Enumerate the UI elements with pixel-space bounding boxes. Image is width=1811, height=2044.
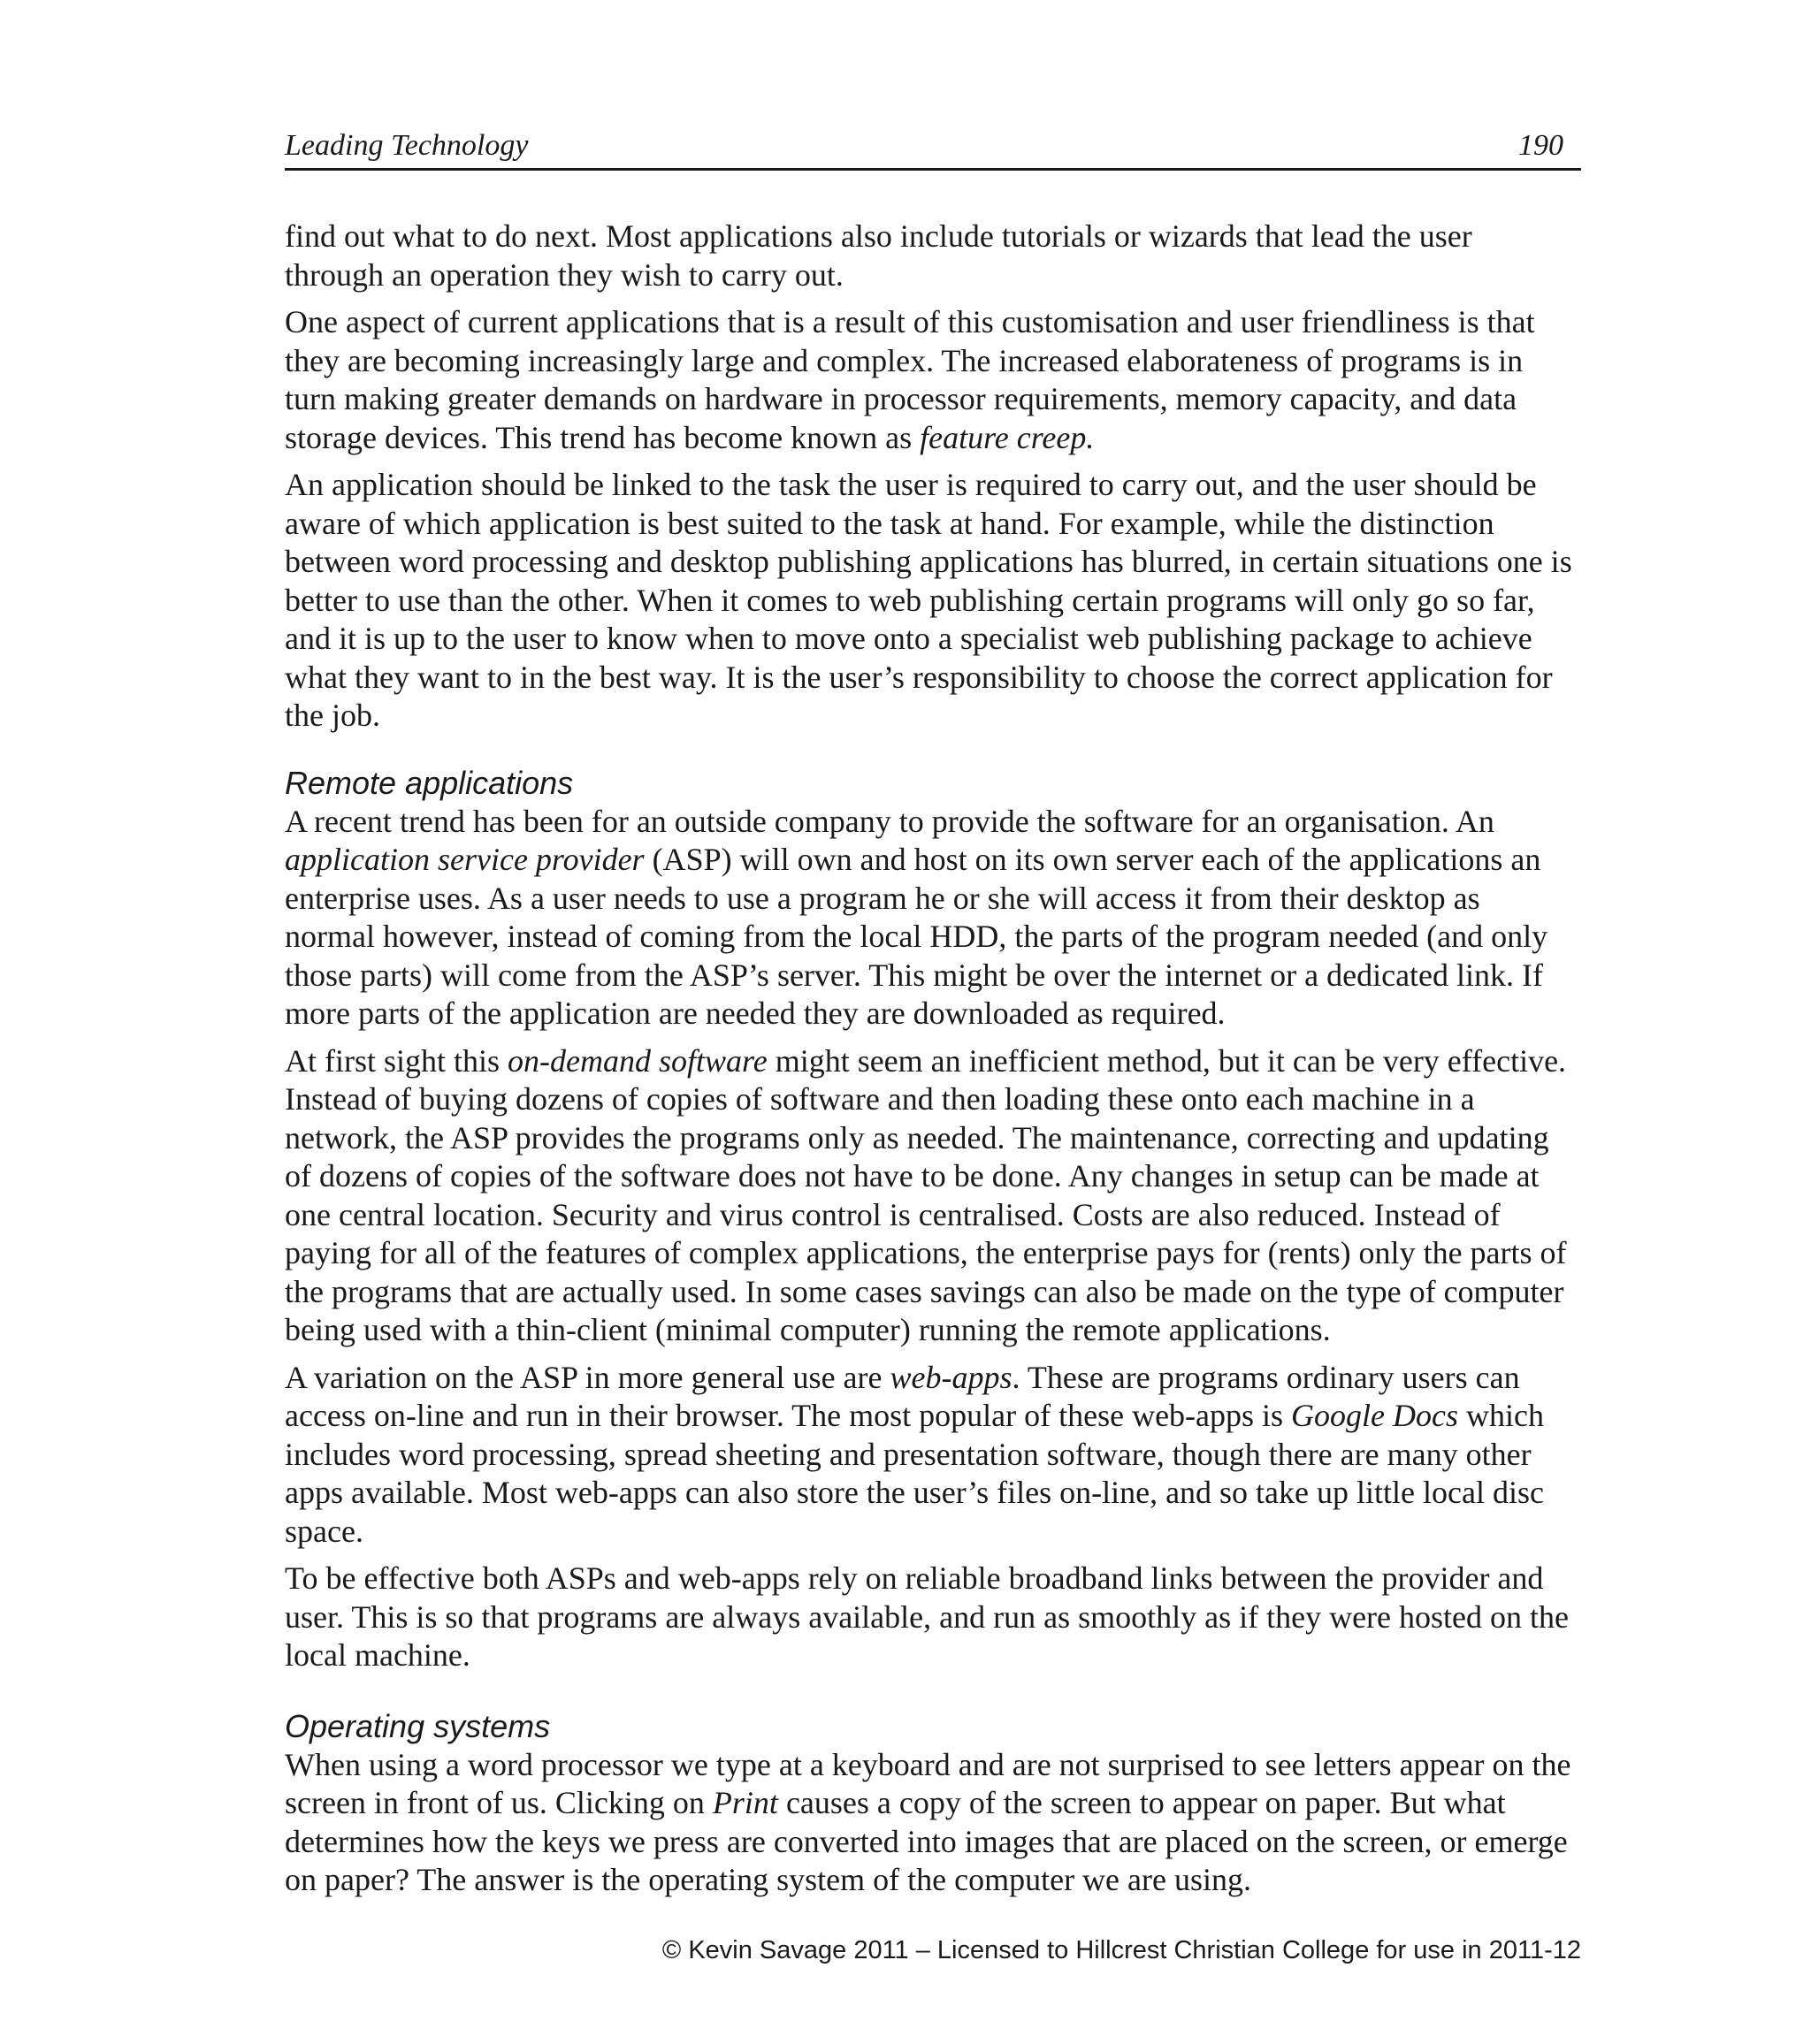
paragraph: At first sight this on-demand software might seem an inefficient method, but it can be very effective. Instead of buying dozens of copies of software and then loading these onto each machine in a network, the ASP provides the programs only as needed. The maintenance, correcting and updating of dozens of copies of the software does not have to be done. Any changes in setup can be made at one central location. Security and virus control is centralised. Costs are also reduced. Instead of paying for all of the features of complex applications, the enterprise pays for (rents) only the parts of the programs that are actually used. In some cases savings can also be made on the type of computer being used with a thin-client (minimal computer) running the remote applications. bbox=[285, 1042, 1567, 1347]
term-feature-creep: feature creep. bbox=[920, 419, 1095, 455]
term-on-demand-software: on-demand software bbox=[508, 1042, 768, 1079]
paragraph: find out what to do next. Most applications also include tutorials or wizards that lead the user through an operation they wish to carry out. bbox=[285, 218, 1472, 293]
paragraph: A recent trend has been for an outside company to provide the software for an organisation. An application service provider (ASP) will own and host on its own server each of the applications an enterprise uses. As a user needs to use a program he or she will access it from their desktop as normal however, instead of coming from the local HDD, the parts of the program needed (and only those parts) will come from the ASP’s server. This might be over the internet or a dedicated link. If more parts of the application are needed they are downloaded as required. bbox=[285, 803, 1548, 1031]
paragraph: One aspect of current applications that is a result of this customisation and user friendliness is that they are becoming increasingly large and complex. The increased elaborateness of programs is in turn making greater demands on hardware in processor requirements, memory capacity, and data storage devices. This trend has become known as feature creep. bbox=[285, 304, 1535, 455]
term-web-apps: web-apps bbox=[890, 1359, 1012, 1395]
section-heading-remote-applications: Remote applications bbox=[285, 764, 574, 801]
paragraph: To be effective both ASPs and web-apps rely on reliable broadband links between the provider and user. This is so that programs are always available, and run as smoothly as if they were hosted on the local machine. bbox=[285, 1560, 1569, 1673]
term-google-docs: Google Docs bbox=[1291, 1398, 1459, 1433]
term-print: Print bbox=[712, 1785, 778, 1820]
copyright-footer: © Kevin Savage 2011 – Licensed to Hillcrest Christian College for use in 2011-12 bbox=[661, 1936, 1581, 1964]
page-body bbox=[285, 217, 1576, 1909]
term-asp: application service provider bbox=[285, 842, 645, 877]
paragraph: When using a word processor we type at a keyboard and are not surprised to see letters appear on the screen in front of us. Clicking on Print causes a copy of the screen to appear on paper. But what determines how the keys we press are converted into images that are placed on the screen, or emerge on paper? The answer is the operating system of the computer we are using. bbox=[285, 1746, 1571, 1897]
paragraph: An application should be linked to the task the user is required to carry out, and the user should be aware of which application is best suited to the task at hand. For example, while the distinction between word processing and desktop publishing applications has blurred, in certain situations one is better to use than the other. When it comes to web publishing certain programs will only go so far, and it is up to the user to know when to move onto a specialist web publishing package to achieve what they want to in the best way. It is the user’s responsibility to choose the correct application for the job. bbox=[285, 467, 1572, 733]
page-number: 190 bbox=[1518, 129, 1563, 162]
paragraph: A variation on the ASP in more general use are web-apps. These are programs ordinary users can access on-line and run in their browser. The most popular of these web-apps is Google Docs which includes word processing, spread sheeting and presentation software, though there are many other apps available. Most web-apps can also store the user’s files on-line, and so take up little local disc space. bbox=[285, 1359, 1544, 1549]
section-heading-operating-systems: Operating systems bbox=[285, 1707, 551, 1744]
page-header bbox=[285, 129, 1581, 171]
book-title: Leading Technology bbox=[285, 129, 529, 162]
